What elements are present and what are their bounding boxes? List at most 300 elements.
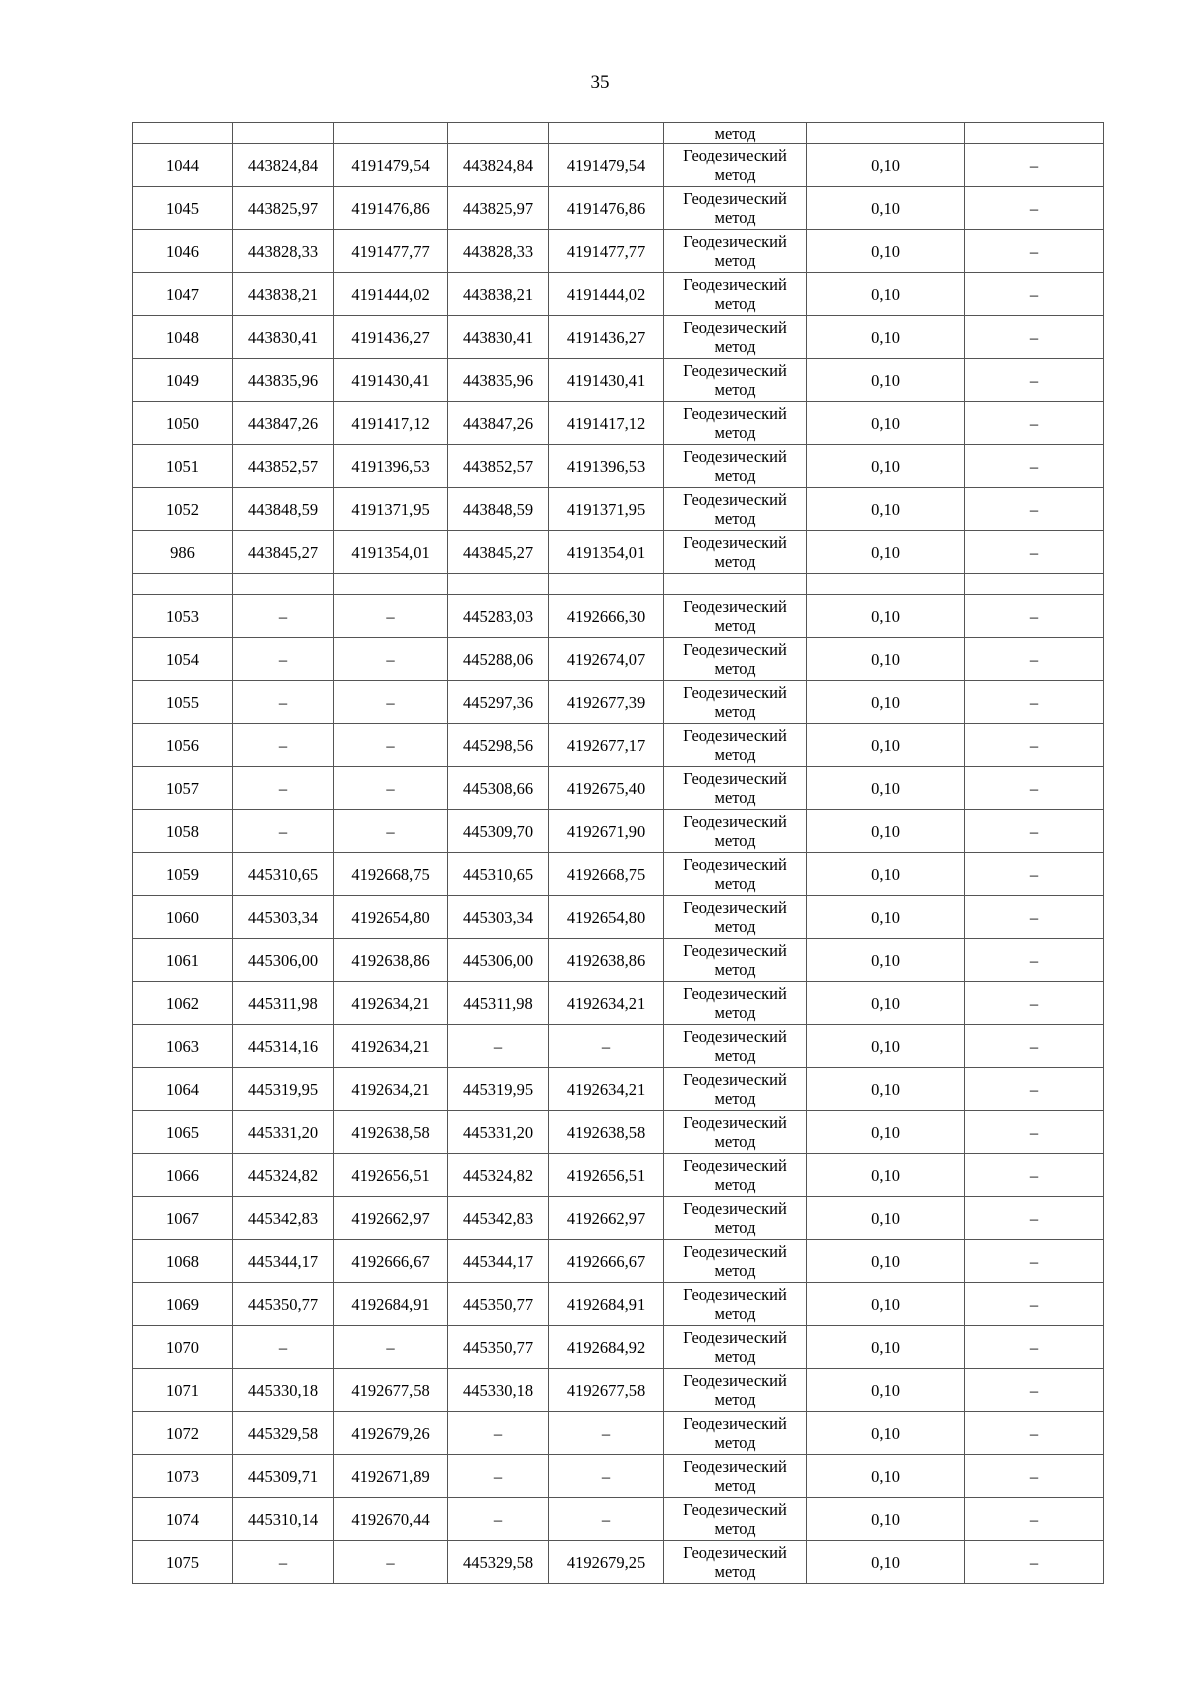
table-row bbox=[133, 810, 1104, 853]
point-number-cell: 1054 bbox=[133, 638, 233, 681]
table-row bbox=[133, 1326, 1104, 1369]
y-new-cell: 4191371,95 bbox=[549, 488, 664, 531]
accuracy-cell: 0,10 bbox=[807, 273, 965, 316]
point-number-cell: 1055 bbox=[133, 681, 233, 724]
table-row bbox=[133, 273, 1104, 316]
method-line1: Геодезический bbox=[683, 1156, 787, 1175]
note-cell: – bbox=[965, 1025, 1104, 1068]
method-cell bbox=[664, 853, 807, 896]
page-number: 35 bbox=[590, 72, 610, 93]
x-new-cell: 443845,27 bbox=[448, 531, 549, 574]
accuracy-cell: 0,10 bbox=[807, 896, 965, 939]
method-line1: Геодезический bbox=[683, 1285, 787, 1304]
y-old-cell: 4192671,89 bbox=[334, 1455, 448, 1498]
x-new-cell: 445350,77 bbox=[448, 1326, 549, 1369]
method-cell bbox=[664, 402, 807, 445]
method-line2: метод bbox=[714, 1347, 756, 1366]
y-new-cell: 4192666,67 bbox=[549, 1240, 664, 1283]
method-line1: Геодезический bbox=[683, 769, 787, 788]
note-cell: – bbox=[965, 187, 1104, 230]
method-line2: метод bbox=[714, 874, 756, 893]
accuracy-cell: 0,10 bbox=[807, 853, 965, 896]
y-new-cell: 4192654,80 bbox=[549, 896, 664, 939]
y-new-cell: 4191396,53 bbox=[549, 445, 664, 488]
method-line2: метод bbox=[714, 1046, 756, 1065]
table-row bbox=[133, 1541, 1104, 1584]
x-new-cell: 443838,21 bbox=[448, 273, 549, 316]
y-new-cell: 4191436,27 bbox=[549, 316, 664, 359]
y-old-cell: 4192662,97 bbox=[334, 1197, 448, 1240]
method-line2: метод bbox=[714, 1433, 756, 1452]
y-old-cell: 4192677,58 bbox=[334, 1369, 448, 1412]
accuracy-cell: 0,10 bbox=[807, 1369, 965, 1412]
y-new-cell: 4191354,01 bbox=[549, 531, 664, 574]
x-new-cell: 445330,18 bbox=[448, 1369, 549, 1412]
accuracy-cell: 0,10 bbox=[807, 1197, 965, 1240]
accuracy-cell: 0,10 bbox=[807, 595, 965, 638]
y-old-cell: 4191477,77 bbox=[334, 230, 448, 273]
method-line1: Геодезический bbox=[683, 318, 787, 337]
x-old-cell: – bbox=[233, 767, 334, 810]
method-cell bbox=[664, 445, 807, 488]
y-old-cell: – bbox=[334, 724, 448, 767]
note-cell: – bbox=[965, 316, 1104, 359]
method-line1: Геодезический bbox=[683, 1242, 787, 1261]
method-line1: Геодезический bbox=[683, 404, 787, 423]
method-line1: Геодезический bbox=[683, 855, 787, 874]
y-old-cell: 4192634,21 bbox=[334, 982, 448, 1025]
accuracy-cell: 0,10 bbox=[807, 359, 965, 402]
x-new-cell: 445350,77 bbox=[448, 1283, 549, 1326]
method-line1: Геодезический bbox=[683, 1500, 787, 1519]
y-new-cell: – bbox=[549, 1498, 664, 1541]
point-number-cell: 1058 bbox=[133, 810, 233, 853]
y-old-cell: – bbox=[334, 1541, 448, 1584]
note-cell: – bbox=[965, 681, 1104, 724]
y-old-cell: 4191354,01 bbox=[334, 531, 448, 574]
method-line2: метод bbox=[714, 1304, 756, 1323]
x-new-cell: 445309,70 bbox=[448, 810, 549, 853]
point-number-cell: 1067 bbox=[133, 1197, 233, 1240]
accuracy-cell: 0,10 bbox=[807, 767, 965, 810]
point-number-cell: 1053 bbox=[133, 595, 233, 638]
accuracy-cell: 0,10 bbox=[807, 1240, 965, 1283]
note-cell: – bbox=[965, 1412, 1104, 1455]
accuracy-cell: 0,10 bbox=[807, 488, 965, 531]
note-cell: – bbox=[965, 1369, 1104, 1412]
method-line1: Геодезический bbox=[683, 898, 787, 917]
method-cell bbox=[664, 1068, 807, 1111]
table-row bbox=[133, 1498, 1104, 1541]
table-row bbox=[133, 1455, 1104, 1498]
x-old-cell: 443835,96 bbox=[233, 359, 334, 402]
method-line1: Геодезический bbox=[683, 984, 787, 1003]
y-old-cell: 4192654,80 bbox=[334, 896, 448, 939]
method-line1: Геодезический bbox=[683, 361, 787, 380]
y-new-cell: 4192634,21 bbox=[549, 982, 664, 1025]
method-cell bbox=[664, 896, 807, 939]
x-new-cell: 445319,95 bbox=[448, 1068, 549, 1111]
y-old-cell: 4191430,41 bbox=[334, 359, 448, 402]
method-line2: метод bbox=[714, 466, 756, 485]
y-new-cell: 4192656,51 bbox=[549, 1154, 664, 1197]
accuracy-cell: 0,10 bbox=[807, 144, 965, 187]
x-new-cell: 443847,26 bbox=[448, 402, 549, 445]
method-line2: метод bbox=[714, 251, 756, 270]
method-line2: метод bbox=[714, 1175, 756, 1194]
y-old-cell: – bbox=[334, 595, 448, 638]
x-old-cell: 445324,82 bbox=[233, 1154, 334, 1197]
y-new-cell: 4192662,97 bbox=[549, 1197, 664, 1240]
accuracy-cell: 0,10 bbox=[807, 402, 965, 445]
x-old-cell: 445344,17 bbox=[233, 1240, 334, 1283]
y-old-cell: 4192684,91 bbox=[334, 1283, 448, 1326]
note-cell: – bbox=[965, 638, 1104, 681]
method-line2: метод bbox=[714, 960, 756, 979]
method-line1: Геодезический bbox=[683, 533, 787, 552]
x-old-cell: 445306,00 bbox=[233, 939, 334, 982]
x-old-cell: – bbox=[233, 1326, 334, 1369]
note-cell: – bbox=[965, 1197, 1104, 1240]
y-new-cell: 4192668,75 bbox=[549, 853, 664, 896]
y-old-cell: 4191436,27 bbox=[334, 316, 448, 359]
y-new-cell: 4192684,92 bbox=[549, 1326, 664, 1369]
note-cell: – bbox=[965, 767, 1104, 810]
y-new-cell: – bbox=[549, 1412, 664, 1455]
y-old-cell: 4191476,86 bbox=[334, 187, 448, 230]
y-old-cell: 4192634,21 bbox=[334, 1025, 448, 1068]
table-row bbox=[133, 595, 1104, 638]
point-number-cell: 1059 bbox=[133, 853, 233, 896]
y-new-cell: 4192638,58 bbox=[549, 1111, 664, 1154]
x-old-cell: – bbox=[233, 810, 334, 853]
method-line1: Геодезический bbox=[683, 597, 787, 616]
y-new-cell: 4191430,41 bbox=[549, 359, 664, 402]
y-old-cell: 4192638,58 bbox=[334, 1111, 448, 1154]
x-new-cell: 445303,34 bbox=[448, 896, 549, 939]
y-new-cell: 4192634,21 bbox=[549, 1068, 664, 1111]
y-old-cell: 4191396,53 bbox=[334, 445, 448, 488]
note-cell: – bbox=[965, 896, 1104, 939]
x-new-cell: 445329,58 bbox=[448, 1541, 549, 1584]
method-cell bbox=[664, 1283, 807, 1326]
table-row bbox=[133, 681, 1104, 724]
x-old-cell: 443848,59 bbox=[233, 488, 334, 531]
y-new-cell: 4192677,39 bbox=[549, 681, 664, 724]
y-old-cell: 4192666,67 bbox=[334, 1240, 448, 1283]
table-row bbox=[133, 1068, 1104, 1111]
note-cell: – bbox=[965, 273, 1104, 316]
y-new-cell: 4192679,25 bbox=[549, 1541, 664, 1584]
method-line2: метод bbox=[714, 1003, 756, 1022]
x-new-cell: 443848,59 bbox=[448, 488, 549, 531]
point-number-cell: 1074 bbox=[133, 1498, 233, 1541]
method-cell bbox=[664, 1455, 807, 1498]
method-line2: метод bbox=[714, 1519, 756, 1538]
x-old-cell: 443847,26 bbox=[233, 402, 334, 445]
accuracy-cell: 0,10 bbox=[807, 1283, 965, 1326]
note-cell: – bbox=[965, 488, 1104, 531]
y-new-cell: 4192638,86 bbox=[549, 939, 664, 982]
method-line2: метод bbox=[714, 552, 756, 571]
accuracy-cell: 0,10 bbox=[807, 1455, 965, 1498]
point-number-cell: 1046 bbox=[133, 230, 233, 273]
x-new-cell: 443852,57 bbox=[448, 445, 549, 488]
method-cell bbox=[664, 359, 807, 402]
note-cell: – bbox=[965, 1154, 1104, 1197]
continuation-row bbox=[133, 123, 1104, 144]
y-new-cell: 4191476,86 bbox=[549, 187, 664, 230]
method-cell bbox=[664, 316, 807, 359]
table-row bbox=[133, 531, 1104, 574]
method-cell bbox=[664, 1025, 807, 1068]
y-old-cell: – bbox=[334, 638, 448, 681]
method-line2: метод bbox=[714, 1562, 756, 1581]
point-number-cell: 1072 bbox=[133, 1412, 233, 1455]
method-cell bbox=[664, 724, 807, 767]
x-new-cell: 443824,84 bbox=[448, 144, 549, 187]
table-row bbox=[133, 1111, 1104, 1154]
note-cell: – bbox=[965, 1068, 1104, 1111]
y-new-cell: 4192677,17 bbox=[549, 724, 664, 767]
y-old-cell: 4192679,26 bbox=[334, 1412, 448, 1455]
x-new-cell: 445308,66 bbox=[448, 767, 549, 810]
y-old-cell: 4192656,51 bbox=[334, 1154, 448, 1197]
method-cell bbox=[664, 1326, 807, 1369]
accuracy-cell: 0,10 bbox=[807, 187, 965, 230]
y-old-cell: 4191479,54 bbox=[334, 144, 448, 187]
note-cell: – bbox=[965, 230, 1104, 273]
x-new-cell: 445311,98 bbox=[448, 982, 549, 1025]
x-new-cell: – bbox=[448, 1025, 549, 1068]
y-old-cell: 4192634,21 bbox=[334, 1068, 448, 1111]
method-cell bbox=[664, 488, 807, 531]
method-line1: Геодезический bbox=[683, 146, 787, 165]
method-line2: метод bbox=[714, 165, 756, 184]
x-old-cell: 443828,33 bbox=[233, 230, 334, 273]
point-number-cell: 1066 bbox=[133, 1154, 233, 1197]
y-new-cell: 4192671,90 bbox=[549, 810, 664, 853]
method-cell bbox=[664, 939, 807, 982]
x-new-cell: 445342,83 bbox=[448, 1197, 549, 1240]
method-line2: метод bbox=[714, 917, 756, 936]
point-number-cell: 1057 bbox=[133, 767, 233, 810]
accuracy-cell: 0,10 bbox=[807, 316, 965, 359]
point-number-cell: 986 bbox=[133, 531, 233, 574]
method-line2: метод bbox=[714, 1218, 756, 1237]
method-cell bbox=[664, 144, 807, 187]
x-new-cell: 445324,82 bbox=[448, 1154, 549, 1197]
method-line2: метод bbox=[714, 509, 756, 528]
accuracy-cell: 0,10 bbox=[807, 724, 965, 767]
table-row bbox=[133, 1025, 1104, 1068]
accuracy-cell: 0,10 bbox=[807, 1541, 965, 1584]
table-row bbox=[133, 488, 1104, 531]
y-old-cell: 4192668,75 bbox=[334, 853, 448, 896]
method-line2: метод bbox=[714, 788, 756, 807]
accuracy-cell: 0,10 bbox=[807, 681, 965, 724]
table-row bbox=[133, 316, 1104, 359]
y-old-cell: – bbox=[334, 767, 448, 810]
method-cell bbox=[664, 531, 807, 574]
method-line1: Геодезический bbox=[683, 812, 787, 831]
point-number-cell: 1047 bbox=[133, 273, 233, 316]
method-cell bbox=[664, 1154, 807, 1197]
method-line1: Геодезический bbox=[683, 1328, 787, 1347]
point-number-cell: 1068 bbox=[133, 1240, 233, 1283]
y-old-cell: – bbox=[334, 1326, 448, 1369]
x-old-cell: 443825,97 bbox=[233, 187, 334, 230]
method-cell bbox=[664, 638, 807, 681]
y-new-cell: 4192677,58 bbox=[549, 1369, 664, 1412]
accuracy-cell: 0,10 bbox=[807, 1498, 965, 1541]
x-new-cell: – bbox=[448, 1455, 549, 1498]
point-number-cell: 1064 bbox=[133, 1068, 233, 1111]
y-old-cell: 4191371,95 bbox=[334, 488, 448, 531]
y-old-cell: 4192638,86 bbox=[334, 939, 448, 982]
method-line2: метод bbox=[714, 659, 756, 678]
y-new-cell: 4191479,54 bbox=[549, 144, 664, 187]
y-new-cell: 4191417,12 bbox=[549, 402, 664, 445]
y-new-cell: 4192675,40 bbox=[549, 767, 664, 810]
x-old-cell: 443824,84 bbox=[233, 144, 334, 187]
method-line1: Геодезический bbox=[683, 1371, 787, 1390]
x-old-cell: 445331,20 bbox=[233, 1111, 334, 1154]
x-old-cell: 445342,83 bbox=[233, 1197, 334, 1240]
accuracy-cell: 0,10 bbox=[807, 445, 965, 488]
method-cell bbox=[664, 767, 807, 810]
method-line2: метод bbox=[714, 616, 756, 635]
accuracy-cell: 0,10 bbox=[807, 531, 965, 574]
method-line2: метод bbox=[714, 1261, 756, 1280]
point-number-cell: 1063 bbox=[133, 1025, 233, 1068]
point-number-cell: 1065 bbox=[133, 1111, 233, 1154]
method-cell bbox=[664, 1541, 807, 1584]
table-row bbox=[133, 982, 1104, 1025]
x-new-cell: 445283,03 bbox=[448, 595, 549, 638]
table-row bbox=[133, 187, 1104, 230]
note-cell: – bbox=[965, 402, 1104, 445]
point-number-cell: 1050 bbox=[133, 402, 233, 445]
method-cell bbox=[664, 230, 807, 273]
accuracy-cell: 0,10 bbox=[807, 638, 965, 681]
note-cell: – bbox=[965, 445, 1104, 488]
x-old-cell: 445350,77 bbox=[233, 1283, 334, 1326]
method-line2: метод bbox=[714, 1132, 756, 1151]
x-new-cell: – bbox=[448, 1498, 549, 1541]
continuation-method-cell: метод bbox=[664, 123, 807, 144]
note-cell: – bbox=[965, 595, 1104, 638]
method-line2: метод bbox=[714, 1476, 756, 1495]
table-row bbox=[133, 359, 1104, 402]
y-new-cell: 4192674,07 bbox=[549, 638, 664, 681]
y-old-cell: – bbox=[334, 681, 448, 724]
table-row bbox=[133, 1154, 1104, 1197]
note-cell: – bbox=[965, 1541, 1104, 1584]
note-cell: – bbox=[965, 1498, 1104, 1541]
point-number-cell: 1075 bbox=[133, 1541, 233, 1584]
method-cell bbox=[664, 1240, 807, 1283]
accuracy-cell: 0,10 bbox=[807, 1154, 965, 1197]
x-new-cell: 445297,36 bbox=[448, 681, 549, 724]
method-cell bbox=[664, 595, 807, 638]
accuracy-cell: 0,10 bbox=[807, 1068, 965, 1111]
table-row bbox=[133, 144, 1104, 187]
method-line1: Геодезический bbox=[683, 1113, 787, 1132]
x-old-cell: 443838,21 bbox=[233, 273, 334, 316]
accuracy-cell: 0,10 bbox=[807, 1025, 965, 1068]
x-new-cell: 443825,97 bbox=[448, 187, 549, 230]
table-row bbox=[133, 724, 1104, 767]
point-number-cell: 1061 bbox=[133, 939, 233, 982]
table-row bbox=[133, 402, 1104, 445]
accuracy-cell: 0,10 bbox=[807, 1412, 965, 1455]
method-line1: Геодезический bbox=[683, 1457, 787, 1476]
method-line2: метод bbox=[714, 208, 756, 227]
y-old-cell: 4191444,02 bbox=[334, 273, 448, 316]
note-cell: – bbox=[965, 1111, 1104, 1154]
method-line1: Геодезический bbox=[683, 275, 787, 294]
x-old-cell: – bbox=[233, 595, 334, 638]
point-number-cell: 1070 bbox=[133, 1326, 233, 1369]
x-old-cell: 445329,58 bbox=[233, 1412, 334, 1455]
table-row bbox=[133, 853, 1104, 896]
x-old-cell: 445310,65 bbox=[233, 853, 334, 896]
method-cell bbox=[664, 1197, 807, 1240]
method-line2: метод bbox=[714, 294, 756, 313]
x-new-cell: 445298,56 bbox=[448, 724, 549, 767]
x-new-cell: 445306,00 bbox=[448, 939, 549, 982]
y-new-cell: 4192666,30 bbox=[549, 595, 664, 638]
note-cell: – bbox=[965, 1326, 1104, 1369]
point-number-cell: 1048 bbox=[133, 316, 233, 359]
method-line1: Геодезический bbox=[683, 941, 787, 960]
point-number-cell: 1071 bbox=[133, 1369, 233, 1412]
method-cell bbox=[664, 681, 807, 724]
x-old-cell: 445310,14 bbox=[233, 1498, 334, 1541]
table-row bbox=[133, 638, 1104, 681]
note-cell: – bbox=[965, 810, 1104, 853]
y-new-cell: 4191444,02 bbox=[549, 273, 664, 316]
x-old-cell: 443852,57 bbox=[233, 445, 334, 488]
table-row bbox=[133, 896, 1104, 939]
method-line2: метод bbox=[714, 831, 756, 850]
x-new-cell: 445310,65 bbox=[448, 853, 549, 896]
table-body bbox=[133, 123, 1104, 1584]
method-cell bbox=[664, 273, 807, 316]
method-line1: Геодезический bbox=[683, 1199, 787, 1218]
x-new-cell: 445344,17 bbox=[448, 1240, 549, 1283]
x-old-cell: 443830,41 bbox=[233, 316, 334, 359]
method-line1: Геодезический bbox=[683, 189, 787, 208]
method-line1: Геодезический bbox=[683, 490, 787, 509]
table-row bbox=[133, 1283, 1104, 1326]
method-cell bbox=[664, 187, 807, 230]
x-old-cell: – bbox=[233, 1541, 334, 1584]
x-new-cell: 443830,41 bbox=[448, 316, 549, 359]
method-line1: Геодезический bbox=[683, 640, 787, 659]
method-line1: Геодезический bbox=[683, 683, 787, 702]
point-number-cell: 1060 bbox=[133, 896, 233, 939]
method-cell bbox=[664, 1369, 807, 1412]
accuracy-cell: 0,10 bbox=[807, 982, 965, 1025]
y-new-cell: 4192684,91 bbox=[549, 1283, 664, 1326]
y-old-cell: – bbox=[334, 810, 448, 853]
x-old-cell: 445309,71 bbox=[233, 1455, 334, 1498]
point-number-cell: 1049 bbox=[133, 359, 233, 402]
note-cell: – bbox=[965, 1455, 1104, 1498]
table-row bbox=[133, 939, 1104, 982]
